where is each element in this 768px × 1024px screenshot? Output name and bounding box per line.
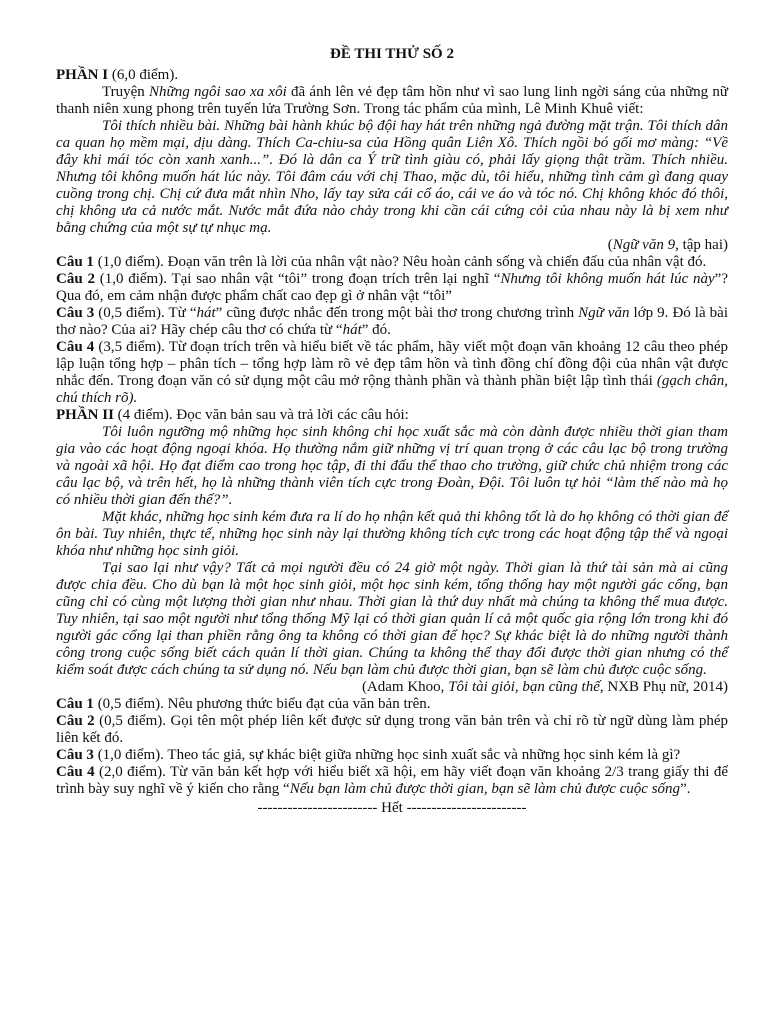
part1-source-pre: ( (607, 237, 613, 253)
question-text: Từ đoạn trích trên và hiểu biết về tác phẩm, hãy viết một đoạn văn khoảng 12 câu theo phép lập luận tổng hợp – phân tích – tổng hợp làm rõ vẻ đẹp tâm hồn và tình đồng chí đồng đội của nhân vật được nhắc đến. Trong đoạn văn có sử dụng một câu mở rộng thành phần và thành phần biệt lập tình thái (56, 339, 729, 389)
question-points: (1,0 điểm). (93, 747, 164, 763)
question-text: ” cũng được nhắc đến trong một bài thơ trong chương trình (215, 305, 579, 321)
part2-paragraph-3: Tại sao lại như vậy? Tất cả mọi người đều có 24 giờ một ngày. Thời gian là thứ tài sản mà ai cũng được chia đều. Cho dù bạn là một học sinh giỏi, một học sinh kém, tổng thống hay một người gác cổng, bạn cũng chỉ có cùng một lượng thời gian như nhau. Thời gian là thứ duy nhất mà chúng ta không thể mua được. Tuy nhiên, tại sao một người như tổng thống Mỹ lại có thời gian quản lí cả một quốc gia rộng lớn trong khi đó người gác cổng lại than phiền rằng ông ta không có thời gian để học? Sự khác biệt là do những người thành công trong cuộc sống biết cách quản lí thời gian. Chúng ta không thể thay đổi được thời gian nhưng có thể kiểm soát được cách chúng ta sử dụng nó. Nếu bạn làm chủ được thời gian, bạn sẽ làm chủ được cuộc sống. (56, 560, 728, 678)
question-label: Câu 3 (56, 747, 94, 763)
exam-title: ĐỀ THI THỬ SỐ 2 (330, 46, 454, 62)
part1-question-1 (56, 254, 728, 271)
part2-paragraph-2: Mặt khác, những học sinh kém đưa ra lí do họ nhận kết quả thi không tốt là do họ không có thời gian để ôn bài. Tuy nhiên, thực tế, những học sinh này lại thường không tích cực trong các hoạt động tập thể và ngoại khóa như những học sinh giỏi. (56, 509, 728, 559)
question-points: (0,5 điểm). (94, 713, 166, 729)
part1-intro (56, 84, 728, 118)
question-text: ”? Qua đó, em cảm nhận được phẩm chất cao đẹp gì ở nhân vật “tôi” (56, 271, 728, 304)
question-points: (0,5 điểm). (94, 305, 165, 321)
question-label: Câu 4 (56, 764, 95, 780)
part2-points: (4 điểm). (113, 407, 173, 423)
part1-source-post: , tập hai) (675, 237, 728, 253)
question-text: ” đó. (361, 322, 391, 338)
part1-heading-line (56, 67, 728, 84)
part2-source (56, 679, 728, 696)
part2-question-2 (56, 713, 728, 747)
question-label: Câu 1 (56, 696, 94, 712)
question-book: Ngữ văn (578, 305, 630, 321)
part2-instruction: Đọc văn bản sau và trả lời các câu hỏi: (172, 407, 409, 423)
question-quote: Nếu bạn làm chủ được thời gian, bạn sẽ làm chủ được cuộc sống (289, 781, 681, 797)
part2-question-3 (56, 747, 728, 764)
part2-source-book: Tôi tài giỏi, bạn cũng thế (448, 679, 600, 695)
part1-source-book: Ngữ văn 9 (612, 237, 676, 253)
part2-source-pre: (Adam Khoo, (361, 679, 449, 695)
part2-paragraph-1: Tôi luôn ngưỡng mộ những học sinh không chỉ học xuất sắc mà còn dành được nhiều thời gian tham gia vào các hoạt động ngoại khóa. Họ thường nắm giữ những vị trí quan trọng ở các câu lạc bộ trong trường và ngoài xã hội. Họ đạt điểm cao trong học tập, đi thi đấu thể thao cho trường, giữ chức chủ nhiệm trong các câu lạc bộ, và trên hết, họ là những thành viên tích cực trong Đoàn, Đội. Tôi luôn tự hỏi “làm thế nào mà họ có nhiều thời gian đến thế?”. (56, 424, 728, 508)
question-label: Câu 3 (56, 305, 95, 321)
part1-intro-pre: Truyện (102, 84, 150, 100)
part1-intro-post: đã ánh lên vẻ đẹp tâm hồn như vì sao lung linh ngời sáng của những nữ thanh niên xung phong trên tuyến lửa Trường Sơn. Trong tác phẩm của mình, Lê Minh Khuê viết: (56, 84, 728, 117)
question-quote: Nhưng tôi không muốn hát lúc này (500, 271, 715, 287)
question-points: (1,0 điểm). (93, 254, 164, 270)
part2-source-post: , NXB Phụ nữ, 2014) (599, 679, 728, 695)
question-points: (2,0 điểm). (94, 764, 166, 780)
question-text: Từ văn bản kết hợp với hiểu biết xã hội, em hãy viết đoạn văn khoảng 2/3 trang giấy thi để trình bày suy nghĩ về ý kiến cho rằng “ (56, 764, 728, 797)
part1-heading: PHẦN I (56, 67, 109, 83)
question-label: Câu 4 (56, 339, 95, 355)
question-text: Gọi tên một phép liên kết được sử dụng trong văn bản trên và chỉ rõ từ ngữ dùng làm phép liên kết đó. (56, 713, 728, 746)
question-text: Từ “ (164, 305, 197, 321)
question-label: Câu 2 (56, 271, 95, 287)
part1-source (56, 237, 728, 254)
question-points: (0,5 điểm). (93, 696, 164, 712)
question-text: Theo tác giả, sự khác biệt giữa những học sinh xuất sắc và những học sinh kém là gì? (163, 747, 681, 763)
question-quote: hát (196, 305, 216, 321)
question-text: Tại sao nhân vật “tôi” trong đoạn trích trên lại nghĩ “ (166, 271, 501, 287)
question-label: Câu 2 (56, 713, 95, 729)
question-text: ”. (680, 781, 691, 797)
part1-question-2 (56, 271, 728, 305)
part1-quote: Tôi thích nhiều bài. Những bài hành khúc bộ đội hay hát trên những ngả đường mặt trận. Tôi thích dân ca quan họ mềm mại, dịu dàng. Thích Ca-chiu-sa của Hồng quân Liên Xô. Thích ngồi bó gối mơ màng: “Về đây khi mái tóc còn xanh xanh...”. Đó là dân ca Ý trữ tình giàu có, phải lấy giọng thật trầm. Thích nhiều. Nhưng tôi không muốn hát lúc này. Tôi đâm cáu với chị Thao, mặc dù, tôi hiểu, những tình cảm gì đang quay cuồng trong chị. Chị cứ đưa mắt nhìn Nho, lấy tay sửa cái cổ áo, cái ve áo và tóc nó. Chị không khóc đó thôi, chị không ưa cả nước mắt. Nước mắt đứa nào chảy trong khi cần cái cứng cỏi của nhau này là bị xem như bằng chứng của một sự tự nhục mạ. (56, 118, 728, 236)
part1-question-4 (56, 339, 728, 407)
question-points: (3,5 điểm). (94, 339, 165, 355)
exam-page (56, 46, 728, 817)
question-label: Câu 1 (56, 254, 94, 270)
part2-heading-line (56, 407, 728, 424)
part2-question-1 (56, 696, 728, 713)
part1-points: (6,0 điểm). (108, 67, 179, 83)
end-marker: ------------------------ Hết ------------------------ (257, 800, 527, 816)
question-text: Nêu phương thức biểu đạt của văn bản trên. (163, 696, 431, 712)
part1-question-3 (56, 305, 728, 339)
question-points: (1,0 điểm). (94, 271, 167, 287)
part2-question-4 (56, 764, 728, 798)
part1-intro-work: Những ngôi sao xa xôi (149, 84, 287, 100)
question-quote: hát (342, 322, 362, 338)
question-text: lớp 9. Đó là bài thơ nào? Của ai? Hãy chép câu thơ có chứa từ “ (56, 305, 728, 338)
question-note: (gạch chân, chú thích rõ). (56, 373, 728, 406)
question-text: Đoạn văn trên là lời của nhân vật nào? Nêu hoàn cảnh sống và chiến đấu của nhân vật đó. (163, 254, 707, 270)
part2-heading: PHẦN II (56, 407, 114, 423)
